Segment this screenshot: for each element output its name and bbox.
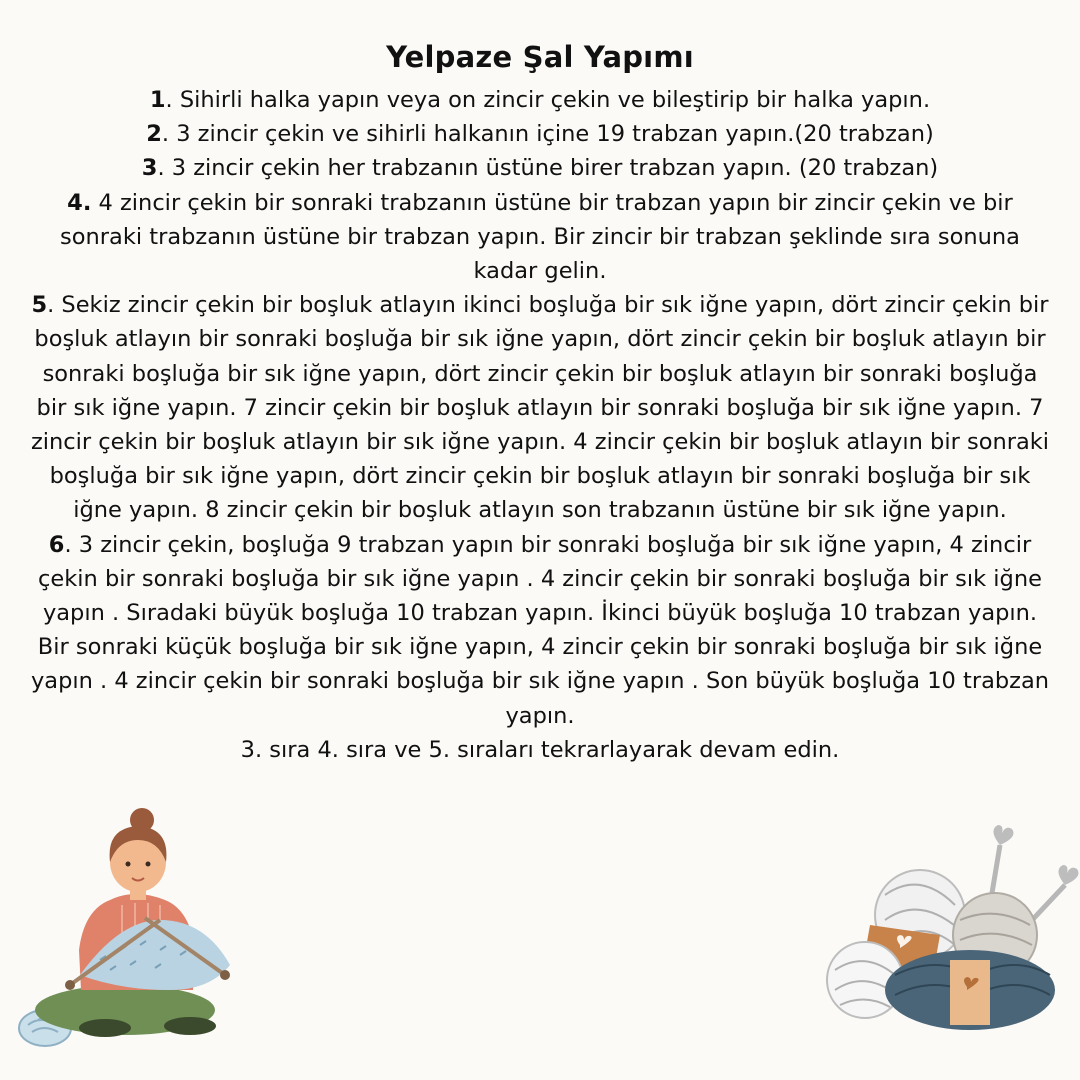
step-text: . 3 zincir çekin, boşluğa 9 trabzan yapın bir sonraki boşluğa bir sık iğne yapın, 4 zincir çekin bir sonraki boşluğa bir sık iğne yapın . 4 zincir çekin bir sonraki boşluğa bir sık iğne yapın . Sıradaki büyük boşluğa 10 trabzan yapın. İkinci büyük boşluğa 10 trabzan yapın. Bir sonraki küçük boşluğa bir sık iğne yapın, 4 zincir çekin bir sonraki boşluğa bir sık iğne yapın . 4 zincir çekin bir sonraki boşluğa bir sık iğne yapın . Son büyük boşluğa 10 trabzan yapın. bbox=[30, 531, 1049, 729]
step-4 bbox=[30, 186, 1050, 289]
step-number: 1 bbox=[149, 87, 166, 113]
step-text: . 3 zincir çekin her trabzanın üstüne birer trabzan yapın. (20 trabzan) bbox=[157, 155, 939, 182]
step-number: 2 bbox=[146, 121, 162, 148]
step-number: 3 bbox=[141, 155, 158, 182]
step-text: . Sekiz zincir çekin bir boşluk atlayın ikinci boşluğa bir sık iğne yapın, dört zincir çekin bir boşluk atlayın bir sonraki boşluğa bir sık iğne yapın, dört zincir çekin bir boşluk atlayın bir sonraki boşluğa bir sık iğne yapın, dört zincir çekin bir boşluk atlayın bir sonraki boşluğa bir sık iğne yapın. 7 zincir çekin bir boşluk atlayın bir sonraki boşluğa bir sık iğne yapın. 7 zincir çekin bir boşluk atlayın bir sık iğne yapın. 4 zincir çekin bir boşluk atlayın bir sonraki boşluğa bir sık iğne yapın, dört zincir çekin bir boşluk atlayın bir sonraki boşluğa bir sık iğne yapın. 8 zincir çekin bir boşluk atlayın son trabzanın üstüne bir sık iğne yapın. bbox=[30, 292, 1050, 524]
step-text: . Sihirli halka yapın veya on zincir çekin ve bileştirip bir halka yapın. bbox=[165, 87, 931, 113]
woman-knitting-icon bbox=[10, 800, 240, 1060]
step-6 bbox=[30, 528, 1050, 733]
instructions bbox=[30, 83, 1050, 767]
footer-note: 3. sıra 4. sıra ve 5. sıraları tekrarlayarak devam edin. bbox=[240, 736, 840, 763]
step-text: 4 zincir çekin bir sonraki trabzanın üstüne bir trabzan yapın bir zincir çekin ve bir sonraki trabzanın üstüne bir trabzan yapın. Bir zincir bir trabzan şeklinde sıra sonuna kadar gelin. bbox=[60, 189, 1020, 285]
step-3 bbox=[30, 151, 1050, 185]
step-number: 5 bbox=[31, 292, 48, 319]
step-2 bbox=[30, 117, 1050, 151]
step-1 bbox=[30, 83, 1050, 117]
step-number: 6 bbox=[48, 531, 65, 558]
step-5 bbox=[30, 288, 1050, 527]
step-number: 4. bbox=[67, 189, 92, 216]
step-text: . 3 zincir çekin ve sihirli halkanın içine 19 trabzan yapın.(20 trabzan) bbox=[161, 121, 934, 148]
page-title: Yelpaze Şal Yapımı bbox=[386, 40, 694, 74]
yarn-balls-icon bbox=[825, 825, 1080, 1040]
